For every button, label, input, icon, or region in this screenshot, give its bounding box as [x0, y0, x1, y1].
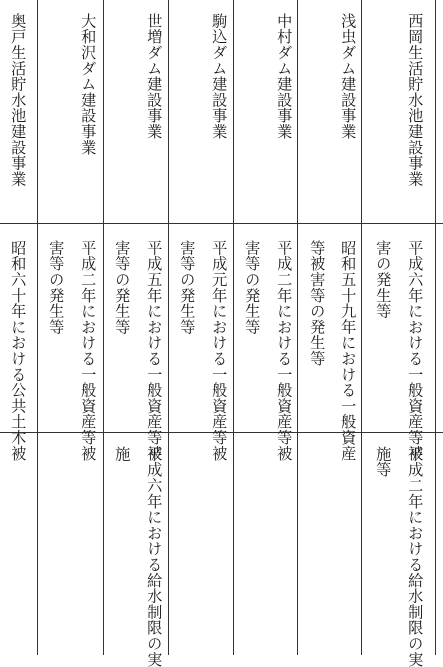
project-name: 駒込ダム建設事業: [210, 13, 229, 140]
reason-line: 昭和六十年における公共土木被: [9, 240, 28, 462]
column-rule: [361, 0, 362, 655]
reason-line: 害等の発生等: [178, 240, 197, 335]
extra-line: 平成六年における給水制限の実: [145, 446, 164, 667]
reason-line: 等被害等の発生等: [308, 240, 327, 367]
column-rule: [168, 0, 169, 655]
reason-line: 平成六年における一般資産等被: [406, 240, 425, 462]
column-rule: [103, 0, 104, 655]
reason-line: 平成二年における一般資産等被: [79, 240, 98, 462]
extra-line: 平成二年における給水制限の実: [406, 446, 425, 667]
project-name: 西岡生活貯水池建設事業: [406, 13, 425, 187]
reason-line: 平成五年における一般資産等被: [145, 240, 164, 462]
extra-line: 施等: [374, 446, 393, 478]
reason-line: 害等の発生等: [113, 240, 132, 335]
project-name: 奥戸生活貯水池建設事業: [9, 13, 28, 187]
column-rule: [435, 0, 436, 655]
project-name: 大和沢ダム建設事業: [79, 13, 98, 156]
reason-line: 害等の発生等: [243, 240, 262, 335]
reason-line: 平成二年における一般資産等被: [275, 240, 294, 462]
row-divider: [0, 223, 443, 224]
reason-line: 平成元年における一般資産等被: [210, 240, 229, 462]
project-name: 浅虫ダム建設事業: [339, 13, 358, 140]
reason-line: 害の発生等: [374, 240, 393, 319]
reason-line: 害等の発生等: [47, 240, 66, 335]
reason-line: 昭和五十九年における一般資産: [339, 240, 358, 462]
project-name: 中村ダム建設事業: [275, 13, 294, 140]
project-name: 世増ダム建設事業: [145, 13, 164, 140]
column-rule: [233, 0, 234, 655]
extra-line: 施: [113, 446, 132, 462]
column-rule: [37, 0, 38, 655]
column-rule: [297, 0, 298, 655]
